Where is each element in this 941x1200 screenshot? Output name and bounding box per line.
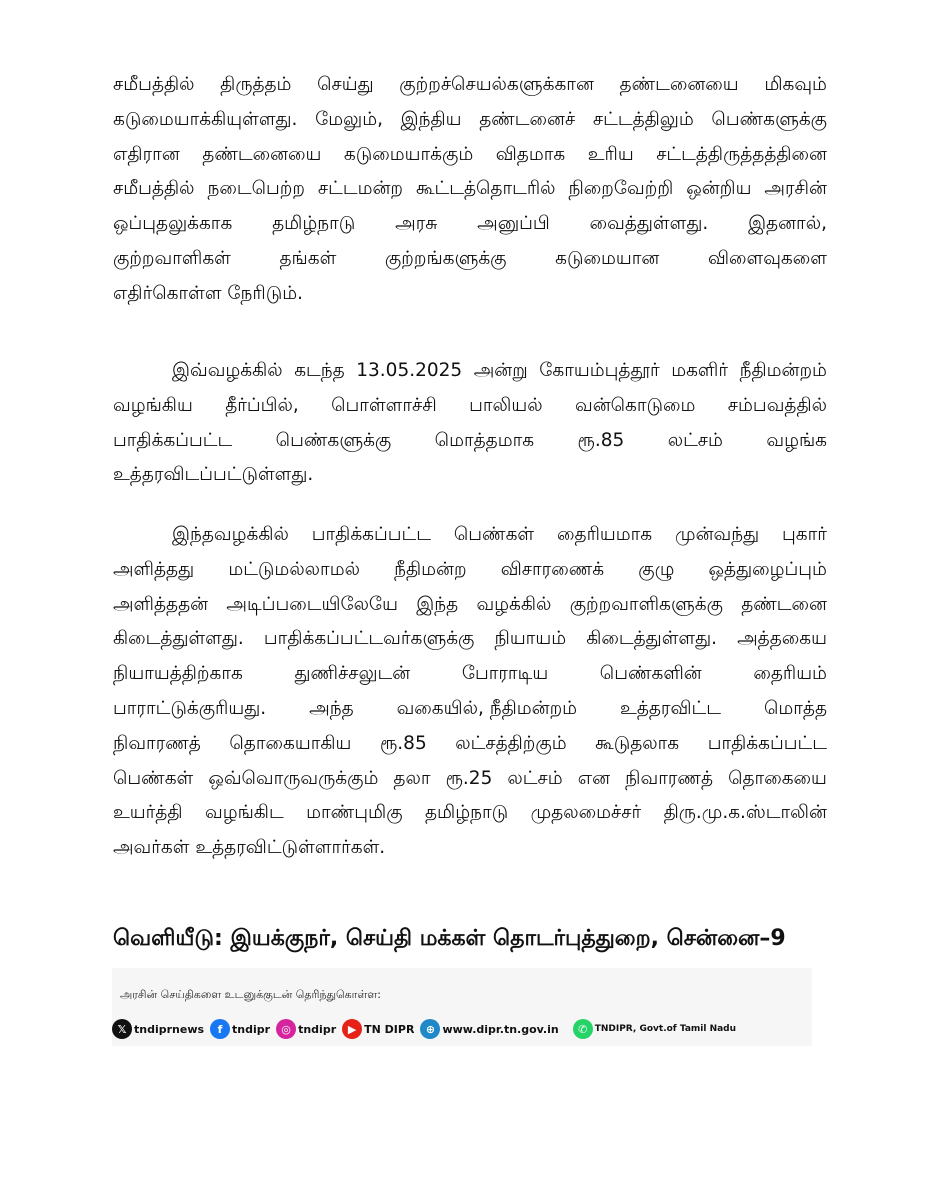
word: அரசு (395, 213, 438, 235)
word: நியாயத்திற்காக (113, 663, 243, 685)
word: கடுமையான (555, 248, 660, 269)
word: சட்டத்திருத்தத்தினை (656, 143, 827, 165)
text-line (172, 521, 827, 549)
word: பாதிக்கப்பட்ட (311, 524, 431, 545)
word: இந்த (416, 593, 459, 615)
text-line (172, 357, 827, 385)
text-line (113, 660, 827, 688)
word: சட்டத்திலும் (592, 108, 694, 130)
word: இதனால், (748, 213, 827, 235)
word: கிடைத்துள்ளது. (113, 628, 244, 650)
word: எதிரான (113, 143, 180, 165)
word: பெண்கள் (453, 524, 535, 545)
word: மொத்தமாக (434, 429, 535, 451)
word: புகார் (782, 524, 827, 545)
word: தைரியமாக (557, 524, 653, 545)
social-links (112, 1018, 742, 1040)
word: திரு.மு.க.ஸ்டாலின் (663, 802, 827, 824)
word: தொகையை (728, 767, 827, 789)
word: வன்கொடுமை (574, 394, 696, 416)
release-line: வெளியீடு: இயக்குநர், செய்தி மக்கள் தொடர்புத்துறை, சென்னை–9 (113, 926, 786, 951)
word: அரசின் (764, 178, 827, 200)
word: சமீபத்தில் (113, 74, 195, 95)
word: ரூ.25 (445, 767, 493, 789)
word: குற்றவாளிகள் (113, 248, 231, 269)
word: தைரியம் (753, 663, 827, 685)
social-link[interactable] (573, 1019, 736, 1039)
word: பாலியல் (469, 394, 543, 416)
word: உத்தரவிடப்பட்டுள்ளது. (113, 464, 314, 486)
word: விசாரணைக் (500, 558, 605, 580)
word: பொள்ளாச்சி (331, 394, 437, 416)
word: தொகையாகிய (229, 732, 352, 754)
word: லட்சம் (667, 429, 723, 451)
word: குற்றங்களுக்கு (384, 248, 507, 269)
text-line (113, 834, 385, 862)
word: தங்கள் (279, 248, 337, 269)
word: தண்டனைச் (479, 108, 576, 130)
word: அளித்தது (113, 558, 195, 580)
word: அளித்ததன் (113, 593, 209, 615)
word: தலா (393, 767, 431, 789)
word: ஒவ்வொருவருக்கும் (208, 767, 379, 789)
word: சம்பவத்தில் (727, 394, 827, 416)
word: முன்வந்து (675, 524, 760, 545)
word: செய்து (317, 74, 374, 95)
text-line (113, 461, 313, 489)
word: நிவாரணத் (113, 732, 201, 754)
word: தமிழ்நாடு (424, 802, 509, 824)
social-footer (112, 968, 812, 1046)
word: பாராட்டுக்குரியது. (113, 698, 267, 719)
word: தமிழ்நாடு (272, 213, 356, 235)
word: பெண்களுக்கு (275, 429, 392, 451)
instagram-icon: ◎ (276, 1019, 296, 1039)
text-line (113, 591, 827, 619)
word: நியாயம் (494, 628, 567, 650)
word: நிறைவேற்றி (568, 178, 674, 200)
text-line (113, 245, 827, 273)
word: இவ்வழக்கில் (172, 360, 283, 381)
word: மேலும், (315, 108, 383, 130)
word: ஒன்றிய (686, 178, 752, 200)
word: அடிப்படையிலேயே (226, 593, 398, 615)
text-line (113, 730, 827, 758)
social-link[interactable] (210, 1019, 270, 1039)
social-label: tndipr (298, 1022, 337, 1036)
globe-icon: ⊕ (420, 1019, 440, 1039)
word: நிவாரணத் (625, 767, 714, 789)
social-label: tndipr (232, 1022, 271, 1036)
text-line (113, 106, 827, 134)
word: நீதிமன்றம் (739, 360, 827, 381)
word: வழங்கிய (113, 394, 193, 416)
text-line (113, 556, 827, 584)
word: இந்திய (400, 108, 462, 130)
word: தீர்ப்பில், (225, 394, 299, 416)
social-label: TNDIPR, Govt.of Tamil Nadu (594, 1024, 737, 1034)
word: வழங்க (766, 429, 827, 451)
footer-caption: அரசின் செய்திகளை உடனுக்குடன் தெரிந்துகொள்ள: (120, 988, 381, 1001)
word: கூட்டத்தொடரில் (415, 178, 556, 200)
word: குற்றவாளிகளுக்கு (569, 593, 723, 615)
text-line (113, 175, 827, 203)
word: வழங்கிட (204, 802, 284, 824)
word: விதமாக (495, 143, 566, 165)
word: வழக்கில் (476, 593, 552, 615)
word: கடுமையாக்கியுள்ளது. (113, 108, 298, 130)
text-line (113, 427, 827, 455)
word: குற்றச்செயல்களுக்கான (399, 74, 594, 95)
text-line (113, 280, 303, 308)
word: துணிச்சலுடன் (294, 663, 411, 685)
word: ரூ.85 (379, 732, 427, 754)
word: கிடைத்துள்ளது. (586, 628, 718, 650)
word: மாண்புமிகு (306, 802, 403, 824)
word: ஒப்புதலுக்காக (113, 213, 233, 235)
word: சட்டமன்ற (317, 178, 403, 200)
word: அத்தகைய (737, 628, 827, 650)
text-line (113, 71, 827, 99)
word: அவர்கள் உத்தரவிட்டுள்ளார்கள். (113, 837, 386, 859)
social-link[interactable] (342, 1019, 414, 1039)
word: கடந்த (294, 360, 345, 381)
word: போராடிய (461, 663, 549, 685)
word: இந்தவழக்கில் (172, 524, 289, 545)
social-link[interactable] (420, 1019, 558, 1039)
word: சமீபத்தில் (113, 178, 195, 200)
text-line (113, 799, 827, 827)
word: உத்தரவிட்ட (620, 698, 721, 719)
word: விளைவுகளை (707, 248, 827, 269)
word: அன்று (473, 360, 528, 381)
word: தண்டனையை (202, 143, 322, 165)
social-label: www.dipr.tn.gov.in (442, 1022, 559, 1036)
whatsapp-icon: ✆ (573, 1019, 593, 1039)
word: அனுப்பி (477, 213, 550, 235)
word: உயர்த்தி (113, 802, 183, 824)
social-label: tndiprnews (134, 1022, 205, 1036)
x-icon: 𝕏 (112, 1019, 132, 1039)
word: வகையில், நீதிமன்றம் (396, 698, 578, 719)
word: ரூ.85 (577, 429, 625, 451)
word: திருத்தம் (220, 74, 292, 95)
word: பாதிக்கப்பட்டவர்களுக்கு (263, 628, 475, 650)
text-line (113, 765, 827, 793)
word: 13.05.2025 (356, 360, 463, 381)
text-line (113, 695, 827, 723)
word: மொத்த (763, 698, 827, 719)
word: பெண்கள் (113, 767, 194, 789)
text-line (113, 625, 827, 653)
text-line (113, 210, 827, 238)
word: அந்த (309, 698, 354, 719)
word: எதிர்கொள்ள நேரிடும். (113, 282, 304, 304)
word: தண்டனையை (619, 74, 739, 95)
word: பெண்களின் (599, 663, 702, 685)
word: தண்டனை (741, 593, 827, 615)
word: வைத்துள்ளது. (589, 213, 709, 235)
social-link[interactable] (112, 1019, 204, 1039)
word: மிகவும் (764, 74, 827, 95)
text-line (113, 141, 827, 169)
social-link[interactable] (276, 1019, 336, 1039)
word: என (577, 767, 611, 789)
word: மட்டுமல்லாமல் (228, 558, 360, 580)
word: பாதிக்கப்பட்ட (707, 732, 827, 754)
word: கடுமையாக்கும் (343, 143, 474, 165)
word: பெண்களுக்கு (711, 108, 827, 130)
word: முதலமைச்சர் (530, 802, 642, 824)
word: ஒத்துழைப்பும் (708, 558, 827, 580)
word: நீதிமன்ற (394, 558, 467, 580)
word: கூடுதலாக (595, 732, 680, 754)
text-line (113, 392, 827, 420)
word: மகளிர் (671, 360, 729, 381)
word: லட்சம் (507, 767, 563, 789)
word: லட்சத்திற்கும் (455, 732, 567, 754)
social-label: TN DIPR (364, 1022, 415, 1036)
word: கோயம்புத்தூர் (539, 360, 660, 381)
facebook-icon: f (210, 1019, 230, 1039)
word: நடைபெற்ற (207, 178, 305, 200)
word: பாதிக்கப்பட்ட (113, 429, 233, 451)
word: உரிய (587, 143, 634, 165)
word: குழு (638, 558, 675, 580)
youtube-icon: ▶ (342, 1019, 362, 1039)
